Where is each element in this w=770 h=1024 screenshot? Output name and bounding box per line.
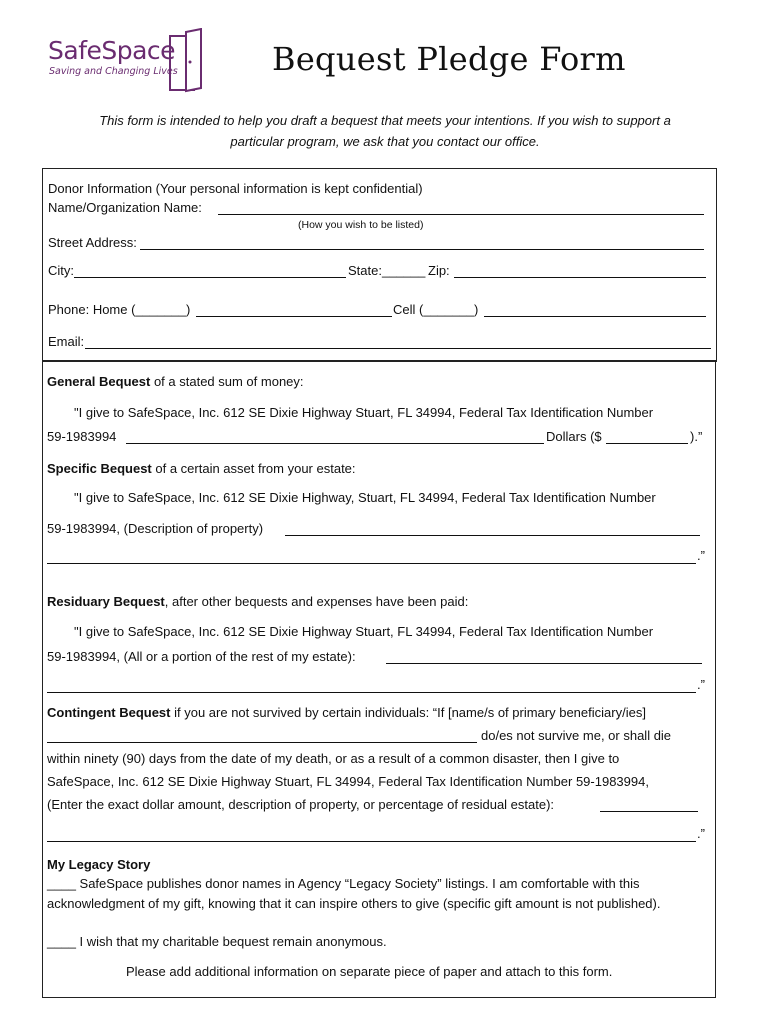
- contingent-text-3: within ninety (90) days from the date of my death, or as a result of a common disaster, then I give to: [47, 751, 620, 766]
- logo-tagline: Saving and Changing Lives: [49, 66, 178, 77]
- state-field[interactable]: ______: [381, 263, 426, 278]
- contingent-beneficiary-field[interactable]: [47, 742, 477, 743]
- door-logo-icon: [168, 28, 204, 94]
- logo-name: SafeSpace: [48, 36, 176, 65]
- email-label: Email:: [48, 334, 85, 349]
- state-label: State:______: [348, 263, 426, 278]
- general-ein: 59-1983994: [47, 429, 117, 444]
- residuary-bequest-text: "I give to SafeSpace, Inc. 612 SE Dixie Highway Stuart, FL 34994, Federal Tax Identification Number: [74, 624, 654, 639]
- legacy-option-anonymous[interactable]: ____ I wish that my charitable bequest remain anonymous.: [47, 934, 387, 949]
- general-end: ).”: [690, 429, 703, 444]
- donor-heading: Donor Information (Your personal information is kept confidential): [48, 181, 423, 196]
- contingent-bequest-heading: Contingent Bequest if you are not survived by certain individuals: “If [name/s of primary beneficiary/ies]: [47, 705, 646, 720]
- contingent-end: .”: [697, 826, 705, 841]
- residuary-portion-field[interactable]: [386, 663, 702, 664]
- contingent-amount-field[interactable]: [600, 811, 698, 812]
- contingent-text-5: (Enter the exact dollar amount, description of property, or percentage of residual estate):: [47, 797, 555, 812]
- general-amount-words-field[interactable]: [126, 443, 544, 444]
- general-bequest-text: "I give to SafeSpace, Inc. 612 SE Dixie Highway Stuart, FL 34994, Federal Tax Identification Number: [74, 405, 654, 420]
- phone-home-field[interactable]: [196, 316, 392, 317]
- street-field[interactable]: [140, 249, 704, 250]
- street-label: Street Address:: [48, 235, 137, 250]
- name-label: Name/Organization Name:: [48, 200, 202, 215]
- phone-home-label: Phone: Home (_______): [48, 302, 191, 317]
- name-field[interactable]: [218, 214, 704, 215]
- specific-description-field-2[interactable]: [47, 563, 696, 564]
- zip-label: Zip:: [428, 263, 450, 278]
- zip-field[interactable]: [454, 277, 706, 278]
- contingent-text-2: do/es not survive me, or shall die: [481, 728, 672, 743]
- city-label: City:: [48, 263, 74, 278]
- general-amount-field[interactable]: [606, 443, 688, 444]
- residuary-portion-label: 59-1983994, (All or a portion of the rest of my estate):: [47, 649, 356, 664]
- specific-description-label: 59-1983994, (Description of property): [47, 521, 264, 536]
- page-title: Bequest Pledge Form: [272, 40, 626, 78]
- email-field[interactable]: [85, 348, 711, 349]
- specific-description-field[interactable]: [285, 535, 700, 536]
- specific-bequest-heading: Specific Bequest of a certain asset from your estate:: [47, 461, 356, 476]
- legacy-note: Please add additional information on separate piece of paper and attach to this form.: [126, 964, 613, 979]
- specific-end: .”: [697, 548, 705, 563]
- residuary-bequest-heading: Residuary Bequest, after other bequests and expenses have been paid:: [47, 594, 469, 609]
- phone-cell-field[interactable]: [484, 316, 706, 317]
- residuary-end: .”: [697, 677, 705, 692]
- intro-text: This form is intended to help you draft a bequest that meets your intentions. If you wish to support a particular program, we ask that you contact our office.: [99, 113, 671, 149]
- contingent-text-4: SafeSpace, Inc. 612 SE Dixie Highway Stuart, FL 34994, Federal Tax Identification Number 59-1983994,: [47, 774, 649, 789]
- city-field[interactable]: [74, 277, 346, 278]
- specific-bequest-text: "I give to SafeSpace, Inc. 612 SE Dixie Highway, Stuart, FL 34994, Federal Tax Identification Number: [74, 490, 656, 505]
- legacy-heading: My Legacy Story: [47, 857, 151, 872]
- general-bequest-heading: General Bequest of a stated sum of money:: [47, 374, 304, 389]
- legacy-option-publish-cont: acknowledgment of my gift, knowing that it can inspire others to give (specific gift amount is not published).: [47, 896, 661, 911]
- phone-cell-label: Cell (_______): [393, 302, 479, 317]
- name-hint: (How you wish to be listed): [298, 219, 424, 231]
- residuary-portion-field-2[interactable]: [47, 692, 696, 693]
- legacy-option-publish[interactable]: ____ SafeSpace publishes donor names in Agency “Legacy Society” listings. I am comfortable with this: [47, 876, 640, 891]
- general-dollars-label: Dollars ($: [546, 429, 602, 444]
- contingent-amount-field-2[interactable]: [47, 841, 696, 842]
